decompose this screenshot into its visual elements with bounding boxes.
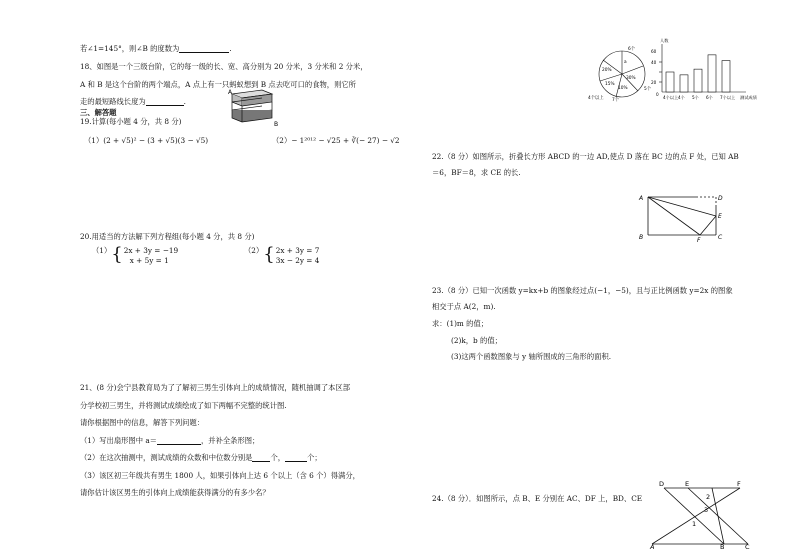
bar [722, 61, 730, 92]
q24-angle-3: 3 [704, 506, 709, 514]
q21-blank-mode[interactable] [252, 453, 270, 462]
q24-label-D: D [659, 480, 665, 488]
bar-chart [650, 38, 760, 102]
bar-ytick: 20 [651, 80, 657, 85]
bar [680, 75, 688, 92]
bar-xtick: 4个 [678, 95, 685, 100]
fold-label-F: F [697, 237, 701, 242]
q18-text-before: 走的最短路线长度为 [80, 97, 146, 106]
pie-label: 15% [605, 82, 615, 87]
pie-label: 5个 [644, 87, 652, 92]
q18-line2: A 和 B 是这个台阶的两个端点，A 点上有一只蚂蚁想到 B 点去吃可口的食物，则它所 [80, 80, 356, 89]
fold-label-D: D [718, 195, 723, 202]
pie-label: 7个 [612, 98, 620, 102]
q19-part2: （2）− 1²⁰¹² − √25 + ∛(− 27) − √2 [272, 136, 400, 145]
q23-line3: 求：(1)m 的值； [432, 319, 489, 328]
q19-part1: （1）(2 + √5)² − (3 + √5)(3 − √5) [84, 136, 209, 145]
q24-label-A: A [650, 543, 655, 549]
q20-p2-eq1: 2x + 3y = 7 [275, 246, 320, 255]
q24-angle-1: 1 [692, 520, 697, 528]
q24-geometry-figure [648, 478, 758, 549]
q23-line5: (3)这两个函数图象与 y 轴所围成的三角形的面积. [451, 352, 612, 361]
bar-xtick: 7个以上 [720, 95, 736, 100]
q20-system1 [92, 246, 178, 266]
bar [694, 69, 702, 92]
bar [666, 72, 674, 92]
q20-p1-eq2: x + 5y = 1 [129, 256, 169, 265]
fold-label-C: C [718, 234, 723, 241]
q20-system2 [244, 246, 319, 266]
q17-text-before: 若∠1=145°，则∠B 的度数为 [80, 44, 180, 53]
pie-label: a [624, 60, 627, 65]
pie-label: 6个 [628, 47, 636, 52]
pie-label: 4个以上 [588, 96, 604, 101]
q24-label-C: C [745, 543, 750, 549]
stair-label-B: B [274, 121, 279, 128]
q22-line2: ＝6，BF＝8，求 CE 的长. [432, 168, 521, 177]
q18-text-after: . [183, 97, 186, 106]
q20-p2-label: （2） [244, 246, 264, 255]
q24-line1: 24.（8 分）．如图所示，点 B、E 分别在 AC、DF 上，BD、CE [432, 494, 643, 503]
bar-ytick: 60 [651, 49, 657, 54]
q17-text-after: . [229, 44, 232, 53]
q24-angle-2: 2 [706, 493, 711, 501]
q17-blank[interactable] [179, 44, 232, 53]
q23-line2: 相交于点 A(2，m). [432, 302, 496, 311]
pie-label: 20% [602, 68, 612, 73]
fold-label-A: A [639, 195, 644, 202]
q21-p1-text-before: （1）写出扇形图中 a＝ [80, 436, 157, 445]
fold-label-B: B [639, 234, 644, 241]
staircase-figure [222, 86, 282, 130]
q22-line1: 22.（8 分）如图所示，折叠长方形 ABCD 的一边 AD,使点 D 落在 BC 边的点 F 处，已知 AB [432, 152, 739, 161]
brace-icon: { [111, 244, 123, 265]
q24-label-B: B [720, 543, 725, 549]
q21-p2-text-after: 个； [307, 453, 322, 462]
q24-label-E: E [685, 480, 690, 488]
bar-ytick: 40 [651, 60, 657, 65]
stair-label-A: A [228, 89, 233, 96]
q21-p1-text-after: ，并补全条形图； [200, 436, 260, 445]
q21-p2-text-before: （2）在这次抽测中，测试成绩的众数和中位数分别是 [80, 453, 253, 462]
pie-label: 30% [626, 76, 636, 81]
q21-line1: 21、(8 分)会宁县教育局为了了解初三男生引体向上的成绩情况，随机抽调了本区部 [80, 383, 351, 392]
q18-blank[interactable] [146, 97, 184, 106]
section-3-heading: 三、解答题 [80, 108, 117, 117]
q21-blank-a[interactable] [157, 436, 201, 445]
q18-line1: 18、如图是一个三级台阶，它的每一级的长、宽、高分别为 20 分米，3 分米和 2 分米， [80, 62, 368, 71]
bar-ytick: 0 [656, 92, 659, 97]
q21-line2: 分学校初三男生，并将测试成绩绘成了如下两幅不完整的统计图. [80, 401, 287, 410]
bar-xtick: 6个 [706, 95, 713, 100]
fold-label-E: E [718, 213, 722, 220]
fold-rectangle-figure [636, 190, 728, 242]
q20-title: 20.用适当的方法解下列方程组(每小题 4 分，共 8 分) [80, 232, 255, 241]
q20-p1-eq1: 2x + 3y = −19 [123, 246, 179, 255]
q20-p2-eq2: 3x − 2y = 4 [275, 256, 320, 265]
q21-blank-median[interactable] [285, 453, 307, 462]
q21-line6: （3）该区初三年级共有男生 1800 人，如果引体向上达 6 个以上（含 6 个）得满分， [80, 471, 360, 480]
q17-tail [80, 44, 232, 53]
brace-icon: { [263, 244, 275, 265]
q19-title: 19.计算(每小题 4 分，共 8 分) [80, 117, 182, 126]
bar-xtick: 4个以上 [663, 95, 679, 100]
q20-p1-label: （1） [92, 246, 112, 255]
q21-line7: 请你估计该区男生的引体向上成绩能获得满分的有多少名？ [80, 488, 270, 497]
q21-line4 [80, 436, 259, 445]
q21-p2-text-mid: 个， [270, 453, 286, 462]
bar-ylabel: 人数 [660, 38, 669, 43]
q18-line3 [80, 97, 186, 106]
q24-label-F: F [737, 480, 741, 488]
q23-line1: 23.（8 分）已知一次函数 y=kx+b 的图象经过点(−1，−5)，且与正比例函数 y=2x 的图象 [432, 286, 733, 295]
q21-line5 [80, 453, 322, 462]
q21-line3: 请你根据图中的信息，解答下列问题： [80, 418, 205, 427]
bar-xtick: 5个 [692, 95, 699, 100]
q23-line4: (2)k，b 的值； [451, 336, 502, 345]
bar-xlabel: 测试成绩 [740, 95, 757, 100]
pie-label: 10% [618, 86, 628, 91]
bar [708, 55, 716, 92]
